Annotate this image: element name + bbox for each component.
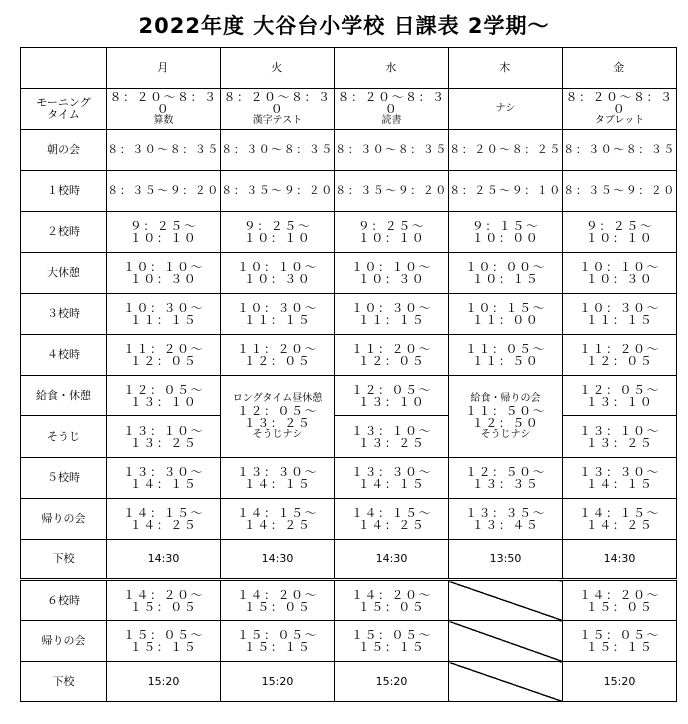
merged-cell-tue_merged [221,376,335,458]
time-cell-break-2 [335,253,449,294]
cell-line: １４：２０～ [122,587,204,602]
cell-line: １４：１５ [585,477,654,491]
time-cell-p4-1 [221,335,335,376]
row-label-lunch: 給食・休憩 [21,376,107,416]
cell-line: １３：１０～ [578,423,660,438]
cell-line: １２：０５ [243,354,312,368]
time-cell-p5-0 [107,458,221,499]
cell-line: １３：３０～ [578,465,660,479]
time-cell-p1-1: ８：３５～９：２０ [221,171,335,212]
cell-line: １０：１５～ [464,301,546,315]
cell-line: １５：０５～ [578,628,660,642]
cell-line: １５：０５～ [236,628,318,642]
cell-line: １５：０５ [129,599,198,614]
time-cell-asa-1: ８：３０～８：３５ [221,130,335,171]
row-label-morning: モーニング タイム [21,89,107,130]
cell-line: １２：０５～ [578,382,660,397]
header-day-2: 水 [335,48,449,89]
time-cell-p3-4 [563,294,677,335]
time-cell-kaeri2-0 [107,621,221,662]
cell-line: １４：２０～ [236,587,318,602]
time-cell-kaeri2-2 [335,621,449,662]
time-cell-p2-0 [107,212,221,253]
cell-line: １３：１０～ [122,423,204,438]
time-cell-kaeri-1 [221,499,335,540]
cell-line: １０：３０ [243,272,312,286]
time-cell-asa-4: ８：３０～８：３５ [563,130,677,171]
cell-note: ナシ [495,103,516,114]
time-cell-kaeri2-4 [563,621,677,662]
cell-line: １１：５０～ [464,403,546,418]
row-label-kaeri2: 帰りの会 [21,621,107,662]
header-corner [21,48,107,89]
cell-line: １４：２５ [129,518,198,532]
time-cell-gekou2-1: 15:20 [221,662,335,702]
cell-line: １０：１０ [243,231,312,245]
time-cell-kaeri-2 [335,499,449,540]
row-label-gekou: 下校 [21,540,107,580]
row-label-asa: 朝の会 [21,130,107,171]
cell-line: １２：０５～ [236,403,318,418]
cell-line: １３：３５～ [464,506,546,520]
cell-time: ８：２０～８：３０ [223,90,332,116]
cell-line: １０：１０～ [122,260,204,274]
time-cell-p2-2 [335,212,449,253]
cell-line: １１：２０～ [236,342,318,356]
cell-line: １４：２０～ [350,587,432,602]
time-cell-p1-3: ８：２５～９：１０ [449,171,563,212]
time-cell-gekou-1: 14:30 [221,540,335,580]
cell-line: ９：２５～ [357,219,426,233]
cell-line: １１：１５ [129,313,198,327]
time-cell-morning-4 [563,89,677,130]
cell-line: １０：１０～ [578,260,660,274]
cell-line: １１：２０～ [350,342,432,356]
cell-line: １１：０５～ [464,342,546,356]
cell-line: １３：２５ [585,435,654,450]
cell-line: １５：０５ [585,599,654,614]
time-cell-p6-0 [107,580,221,621]
row-label-p6: ６校時 [21,580,107,621]
cell-line: １４：１５～ [122,506,204,520]
cell-line: １０：３０～ [578,301,660,315]
time-cell-p4-2 [335,335,449,376]
cell-line: １１：１５ [243,313,312,327]
cell-line: １４：１５～ [350,506,432,520]
header-day-4: 金 [563,48,677,89]
time-cell-p6-2 [335,580,449,621]
cell-line: １０：００～ [464,260,546,274]
time-cell-gekou-4: 14:30 [563,540,677,580]
cell-line: １１：２０～ [122,342,204,356]
cell-line: １４：１５～ [236,506,318,520]
time-cell-gekou2-2: 15:20 [335,662,449,702]
time-cell-break-3 [449,253,563,294]
time-cell-p1-0: ８：３５～９：２０ [107,171,221,212]
cell-note: 算数 [153,115,174,126]
row-label-gekou2: 下校 [21,662,107,702]
time-cell-p4-4 [563,335,677,376]
cell-line: １０：１０ [585,231,654,245]
time-cell-lunch-0 [107,376,221,416]
time-cell-lunch-2 [335,376,449,416]
cell-line: １２：０５ [585,354,654,368]
cell-time: ８：２０～８：３０ [337,90,446,116]
time-cell-p4-3 [449,335,563,376]
time-cell-p4-0 [107,335,221,376]
cell-line: そうじナシ [252,428,303,440]
merged-cell-thu_merged [449,376,563,458]
time-cell-break-0 [107,253,221,294]
cell-line: １０：３０～ [350,301,432,315]
time-cell-morning-3 [449,89,563,130]
cell-line: １２：５０～ [464,465,546,479]
cell-line: １０：１５ [471,272,540,286]
cell-line: １０：００ [471,231,540,245]
cell-line: １３：３０～ [350,465,432,479]
cell-line: １４：１５ [243,477,312,491]
cell-line: １５：０５ [243,599,312,614]
time-cell-break-4 [563,253,677,294]
time-cell-p5-3 [449,458,563,499]
time-cell-p5-2 [335,458,449,499]
time-cell-p5-4 [563,458,677,499]
empty-slash-cell [449,580,563,621]
cell-line: １４：２５ [585,518,654,532]
header-day-0: 月 [107,48,221,89]
cell-line: １２：５０ [471,415,540,430]
cell-line: １０：３０～ [236,301,318,315]
cell-line: １５：０５ [357,599,426,614]
time-cell-gekou2-0: 15:20 [107,662,221,702]
schedule-table [20,47,677,702]
cell-line: １２：０５～ [122,382,204,397]
cell-line: ９：２５～ [585,219,654,233]
cell-line: ９：１５～ [471,219,540,233]
cell-line: １０：３０～ [122,301,204,315]
time-cell-break-1 [221,253,335,294]
row-label-kaeri: 帰りの会 [21,499,107,540]
cell-line: １５：０５～ [122,628,204,642]
time-cell-morning-2 [335,89,449,130]
cell-line: １０：１０ [357,231,426,245]
cell-line: １５：１５ [243,640,312,654]
row-label-p2: ２校時 [21,212,107,253]
time-cell-p3-3 [449,294,563,335]
time-cell-gekou2-4: 15:20 [563,662,677,702]
cell-line: ９：２５～ [243,219,312,233]
cell-time: ８：２０～８：３０ [565,90,674,116]
cell-line: １３：１０ [357,394,426,409]
cell-line: ロングタイム昼休憩 [232,392,323,404]
time-cell-p1-2: ８：３５～９：２０ [335,171,449,212]
cell-line: １３：３５ [471,477,540,491]
time-cell-lunch-4 [563,376,677,416]
time-cell-p2-1 [221,212,335,253]
cell-note: タブレット [594,115,645,126]
time-cell-asa-0: ８：３０～８：３５ [107,130,221,171]
cell-line: 給食・帰りの会 [470,392,541,404]
time-cell-morning-0 [107,89,221,130]
cell-line: １１：５０ [471,354,540,368]
cell-line: １１：００ [471,313,540,327]
cell-line: １３：２５ [357,435,426,450]
cell-line: １０：１０～ [350,260,432,274]
time-cell-asa-2: ８：３０～８：３５ [335,130,449,171]
cell-line: １０：３０ [357,272,426,286]
time-cell-p2-3 [449,212,563,253]
time-cell-p6-4 [563,580,677,621]
empty-slash-cell [449,621,563,662]
cell-line: １４：１５ [129,477,198,491]
cell-line: １０：３０ [129,272,198,286]
cell-line: １３：２５ [243,415,312,430]
time-cell-p3-1 [221,294,335,335]
cell-line: １４：１５ [357,477,426,491]
cell-line: １５：０５～ [350,628,432,642]
cell-line: １３：１０～ [350,423,432,438]
cell-line: １３：３０～ [122,465,204,479]
cell-note: 漢字テスト [252,115,303,126]
cell-line: １５：１５ [129,640,198,654]
time-cell-p3-0 [107,294,221,335]
cell-line: １４：１５～ [578,506,660,520]
cell-line: １３：３０～ [236,465,318,479]
cell-line: １１：１５ [357,313,426,327]
cell-line: １１：１５ [585,313,654,327]
row-label-p5: ５校時 [21,458,107,499]
cell-line: １４：２０～ [578,587,660,602]
time-cell-p1-4: ８：３５～９：２０ [563,171,677,212]
time-cell-gekou-0: 14:30 [107,540,221,580]
cell-line: １０：１０～ [236,260,318,274]
cell-time: ８：２０～８：３０ [109,90,218,116]
time-cell-kaeri-3 [449,499,563,540]
cell-line: １３：１０ [129,394,198,409]
time-cell-kaeri-0 [107,499,221,540]
cell-note: 読書 [381,115,402,126]
time-cell-souji-0 [107,416,221,458]
row-label-p3: ３校時 [21,294,107,335]
time-cell-souji-4 [563,416,677,458]
cell-line: １２：０５ [129,354,198,368]
row-label-p4: ４校時 [21,335,107,376]
cell-line: １４：２５ [357,518,426,532]
cell-line: １０：３０ [585,272,654,286]
time-cell-souji-2 [335,416,449,458]
row-label-p1: １校時 [21,171,107,212]
cell-line: １３：２５ [129,435,198,450]
time-cell-p3-2 [335,294,449,335]
row-label-break: 大休憩 [21,253,107,294]
cell-line: １１：２０～ [578,342,660,356]
cell-line: １２：０５～ [350,382,432,397]
cell-line: １４：２５ [243,518,312,532]
time-cell-gekou-3: 13:50 [449,540,563,580]
page-title: 2022年度 大谷台小学校 日課表 2学期～ [138,14,550,38]
time-cell-gekou-2: 14:30 [335,540,449,580]
cell-line: ９：２５～ [129,219,198,233]
cell-line: １５：１５ [585,640,654,654]
time-cell-kaeri-4 [563,499,677,540]
time-cell-asa-3: ８：２０～８：２５ [449,130,563,171]
time-cell-morning-1 [221,89,335,130]
cell-line: １２：０５ [357,354,426,368]
empty-slash-cell [449,662,563,702]
time-cell-p5-1 [221,458,335,499]
cell-line: １３：１０ [585,394,654,409]
time-cell-kaeri2-1 [221,621,335,662]
time-cell-p2-4 [563,212,677,253]
cell-line: １５：１５ [357,640,426,654]
header-day-3: 木 [449,48,563,89]
cell-line: そうじナシ [480,428,531,440]
cell-line: １０：１０ [129,231,198,245]
row-label-souji: そうじ [21,416,107,458]
header-day-1: 火 [221,48,335,89]
cell-line: １３：４５ [471,518,540,532]
time-cell-p6-1 [221,580,335,621]
